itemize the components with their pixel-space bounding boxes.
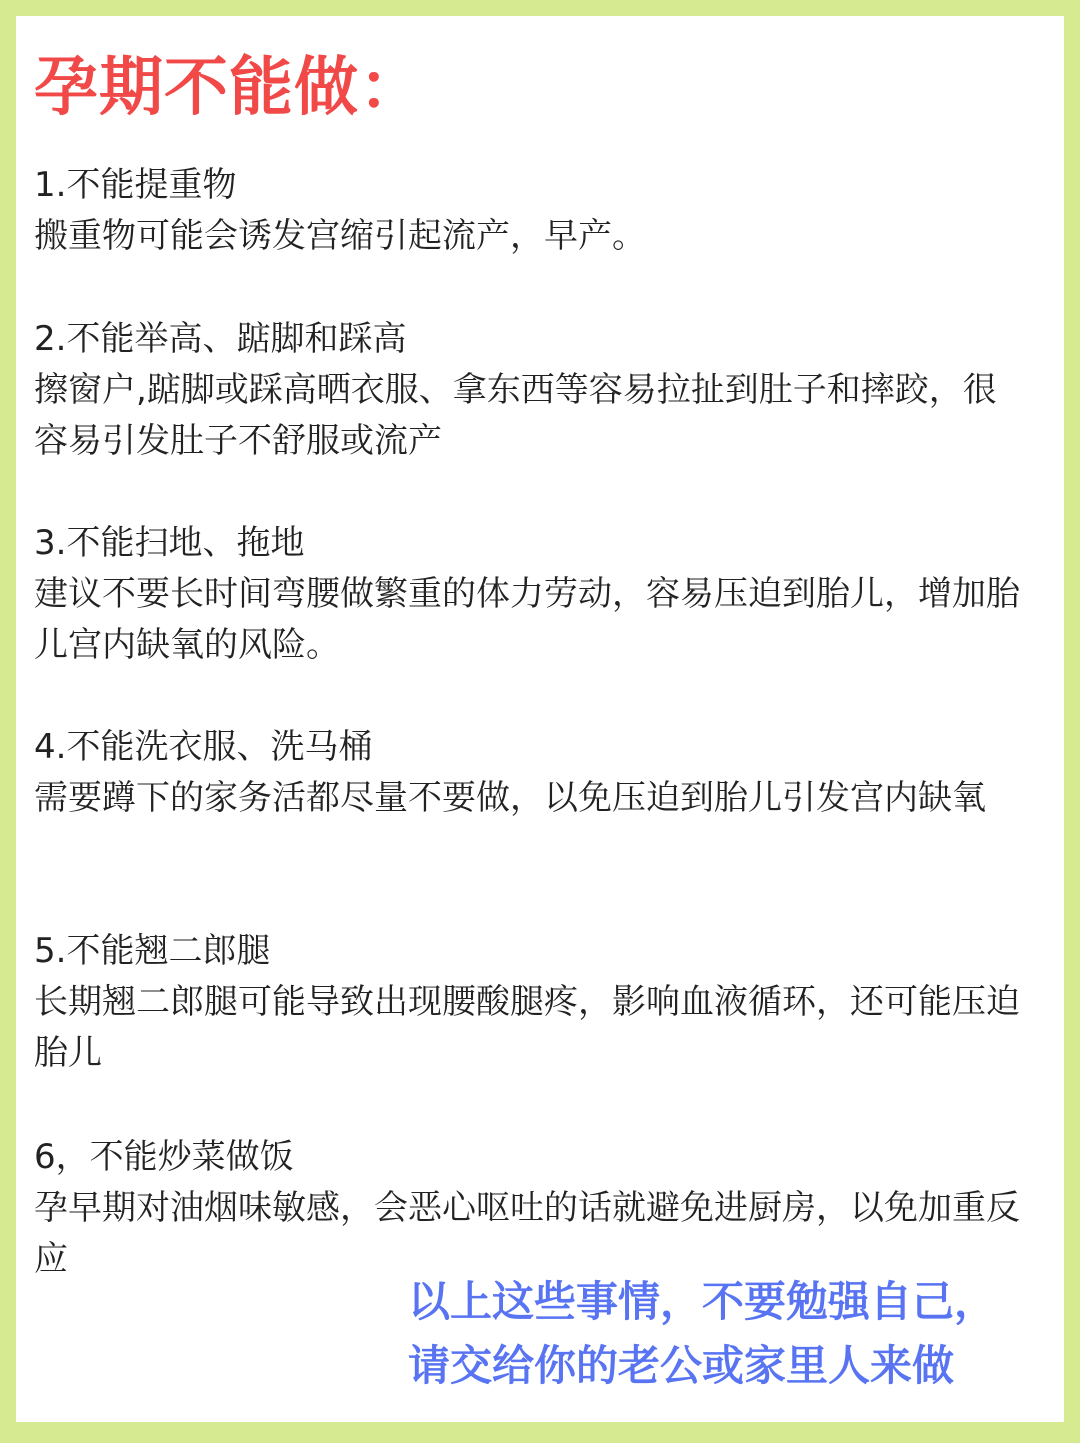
tip-heading: 3.不能扫地、拖地 [34,523,305,563]
tip-description: 需要蹲下的家务活都尽量不要做，以免压迫到胎儿引发宫内缺氧 [34,778,986,818]
tip-item-6 [34,1132,1024,1285]
tip-heading: 5.不能翘二郎腿 [34,931,271,971]
tip-item-2 [34,314,1024,467]
tip-description: 长期翘二郎腿可能导致出现腰酸腿疼，影响血液循环，还可能压迫胎儿 [34,982,1020,1073]
tip-heading: 4.不能洗衣服、洗马桶 [34,727,373,767]
closing-note [408,1270,1048,1398]
page-title: 孕期不能做： [34,51,424,125]
closing-line-2: 请交给你的老公或家里人来做 [408,1341,955,1390]
tip-item-3 [34,518,1024,671]
tip-heading: 2.不能举高、踮脚和踩高 [34,319,407,359]
tip-item-1 [34,160,1024,262]
tip-heading: 1.不能提重物 [34,165,237,205]
tip-description: 孕早期对油烟味敏感，会恶心呕吐的话就避免进厨房，以免加重反应 [34,1188,1020,1279]
closing-line-1: 以上这些事情，不要勉强自己， [408,1277,997,1326]
tip-heading: 6，不能炒菜做饭 [34,1137,294,1177]
tip-item-4 [34,722,1024,824]
tip-description: 搬重物可能会诱发宫缩引起流产，早产。 [34,216,646,256]
tip-description: 建议不要长时间弯腰做繁重的体力劳动，容易压迫到胎儿，增加胎儿宫内缺氧的风险。 [34,574,1020,665]
tip-item-5 [34,926,1024,1079]
tip-description: 擦窗户,踮脚或踩高晒衣服、拿东西等容易拉扯到肚子和摔跤，很容易引发肚子不舒服或流产 [34,370,997,461]
